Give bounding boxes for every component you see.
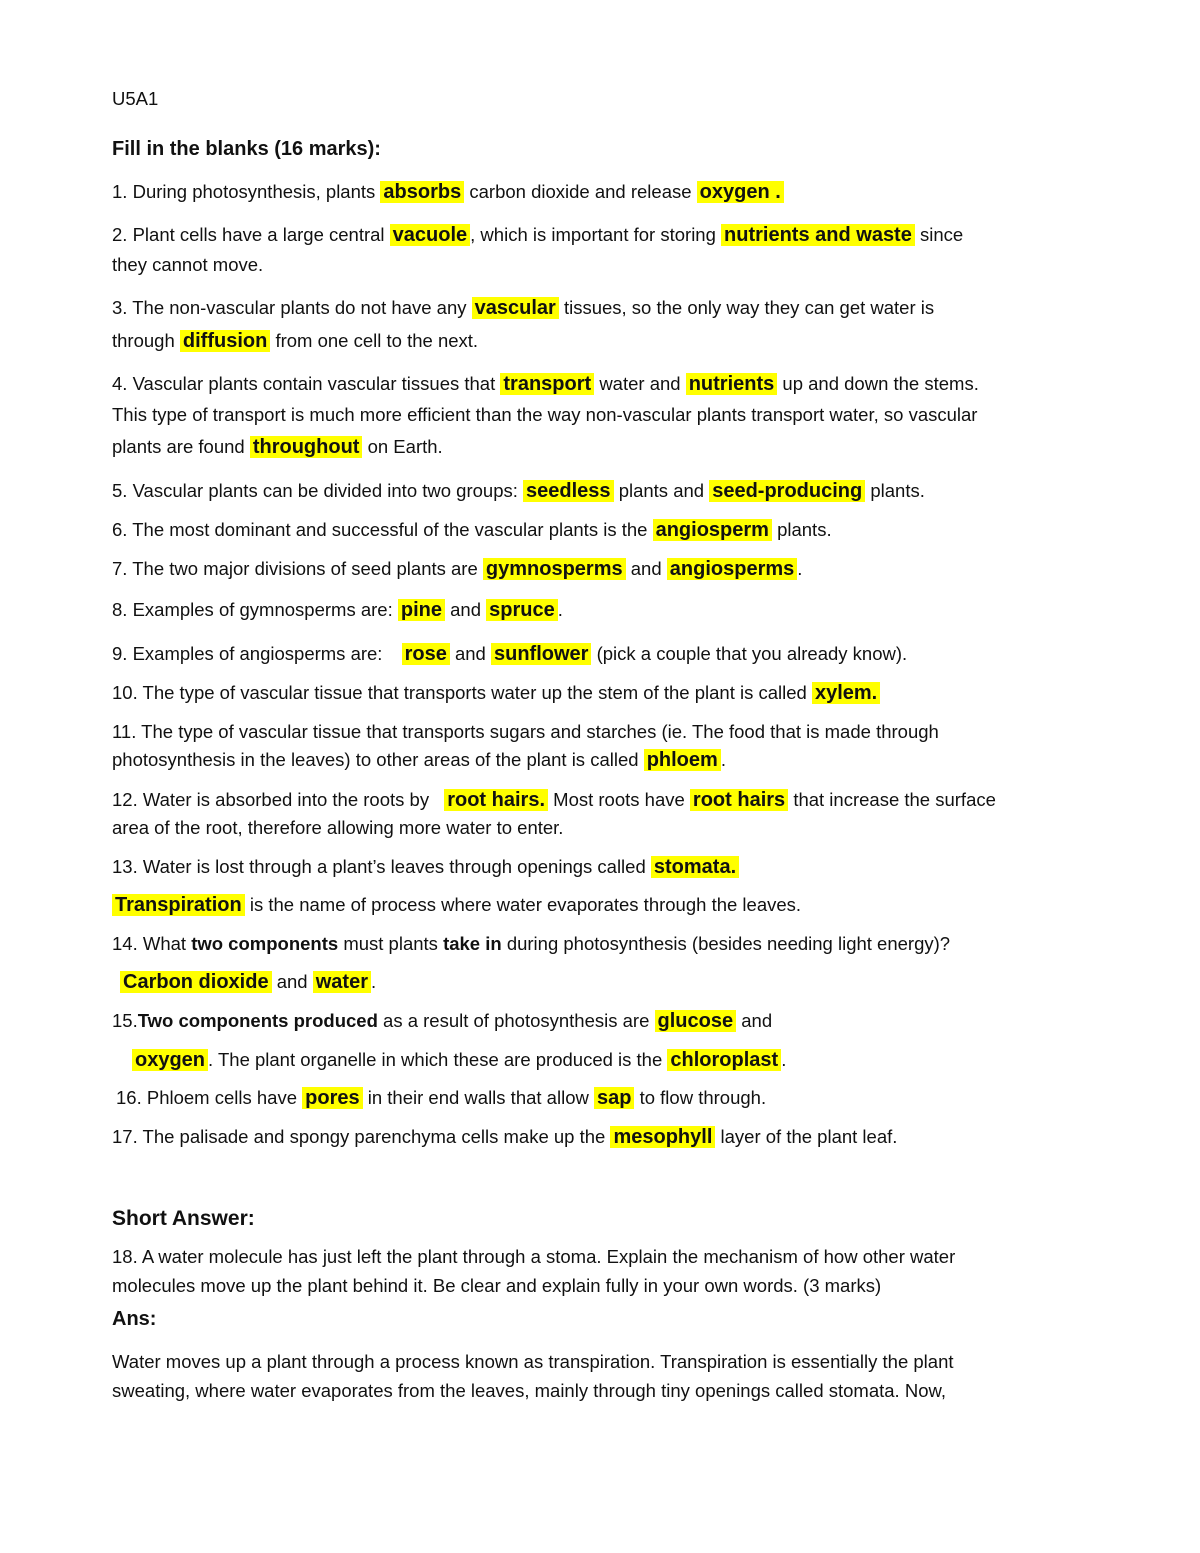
question-11-continued	[112, 747, 726, 773]
q13-answer-2: Transpiration	[112, 894, 245, 916]
question-10	[112, 680, 880, 706]
q8-text-a: Examples of gymnosperms are:	[132, 599, 393, 620]
q16-answer-2: sap	[594, 1087, 634, 1109]
question-17	[112, 1124, 897, 1150]
answer-line-2: sweating, where water evaporates from the leaves, mainly through tiny openings called stomata. Now,	[112, 1380, 946, 1401]
q9-number: 9.	[112, 643, 128, 664]
q5-text-c: plants.	[870, 480, 925, 501]
section-title-short-answer: Short Answer:	[112, 1207, 255, 1230]
q14-text-e: .	[370, 971, 377, 992]
q17-text-b: layer of the plant leaf.	[720, 1126, 898, 1147]
q2-text-c: since	[919, 224, 964, 245]
question-1	[112, 179, 784, 205]
q1-number: 1.	[112, 181, 128, 202]
q12-text-c: that increase the surface	[793, 789, 996, 810]
q5-text-a: Vascular plants can be divided into two groups:	[132, 480, 518, 501]
question-3	[112, 295, 934, 321]
question-6	[112, 517, 832, 543]
q3-text-b: tissues, so the only way they can get water is	[563, 297, 935, 318]
q15-answer-1: glucose	[655, 1010, 737, 1032]
q5-number: 5.	[112, 480, 128, 501]
q4-answer-3: throughout	[250, 436, 363, 458]
question-13-continued	[112, 892, 801, 918]
q8-text-c: .	[557, 599, 563, 620]
question-14	[112, 931, 950, 957]
q1-answer-1: absorbs	[380, 181, 464, 203]
q5-answer-2: seed-producing	[709, 480, 865, 502]
question-3-continued	[112, 328, 478, 354]
q15-answer-2: oxygen	[132, 1049, 208, 1071]
question-18-continued: molecules move up the plant behind it. Be clear and explain fully in your own words. (3 marks)	[112, 1275, 882, 1296]
q4-text-e: plants are found	[112, 436, 245, 457]
q16-number: 16.	[116, 1087, 142, 1108]
q16-text-b: in their end walls that allow	[367, 1087, 589, 1108]
question-14-continued	[120, 969, 376, 995]
q18-number: 18.	[112, 1246, 138, 1267]
q14-bold-1: two components	[191, 933, 339, 954]
q6-answer-1: angiosperm	[653, 519, 772, 541]
question-4	[112, 371, 979, 397]
question-2-continued: they cannot move.	[112, 254, 264, 275]
q4-text-c: up and down the stems.	[782, 373, 979, 394]
question-7	[112, 556, 802, 582]
q13-answer-1: stomata.	[651, 856, 739, 878]
q9-text-a: Examples of angiosperms are:	[132, 643, 383, 664]
q11-text-c: .	[720, 749, 726, 770]
q12-answer-2: root hairs	[690, 789, 788, 811]
question-15-continued	[132, 1047, 786, 1073]
answer-line-1: Water moves up a plant through a process known as transpiration. Transpiration is essentially the plant	[112, 1351, 954, 1372]
q1-text-a: During photosynthesis, plants	[132, 181, 376, 202]
q4-answer-2: nutrients	[686, 373, 778, 395]
q4-text-f: on Earth.	[367, 436, 443, 457]
q16-answer-1: pores	[302, 1087, 362, 1109]
q12-answer-1: root hairs.	[444, 789, 548, 811]
q15-text-d: .	[781, 1049, 787, 1070]
q3-number: 3.	[112, 297, 128, 318]
q6-text-a: The most dominant and successful of the vascular plants is the	[132, 519, 648, 540]
q3-text-c: through	[112, 330, 175, 351]
q11-answer-1: phloem	[644, 749, 721, 771]
q16-text-a: Phloem cells have	[146, 1087, 297, 1108]
q4-text-a: Vascular plants contain vascular tissues that	[132, 373, 496, 394]
q14-text-a: What	[142, 933, 187, 954]
question-16	[116, 1085, 766, 1111]
question-13	[112, 854, 739, 880]
q6-number: 6.	[112, 519, 128, 540]
q9-text-b: and	[454, 643, 486, 664]
answer-label: Ans:	[112, 1308, 157, 1330]
q6-text-b: plants.	[777, 519, 832, 540]
q10-number: 10.	[112, 682, 138, 703]
q14-answer-2: water	[313, 971, 371, 993]
q2-answer-1: vacuole	[390, 224, 470, 246]
question-11	[112, 719, 939, 745]
q13-text-a: Water is lost through a plant’s leaves through openings called	[142, 856, 646, 877]
q4-number: 4.	[112, 373, 128, 394]
question-18	[112, 1244, 955, 1270]
q7-number: 7.	[112, 558, 128, 579]
q7-answer-2: angiosperms	[667, 558, 797, 580]
q15-number: 15.	[112, 1010, 138, 1031]
q2-answer-2: nutrients and waste	[721, 224, 915, 246]
q13-number: 13.	[112, 856, 138, 877]
q15-text-b: and	[741, 1010, 773, 1031]
q1-text-b: carbon dioxide and release	[469, 181, 692, 202]
q15-text-a: as a result of photosynthesis are	[383, 1010, 650, 1031]
q4-answer-1: transport	[500, 373, 594, 395]
question-8	[112, 597, 563, 623]
q8-number: 8.	[112, 599, 128, 620]
q11-text-b: photosynthesis in the leaves) to other areas of the plant is called	[112, 749, 639, 770]
q7-text-c: .	[797, 558, 803, 579]
q14-number: 14.	[112, 933, 138, 954]
q10-text-a: The type of vascular tissue that transports water up the stem of the plant is called	[142, 682, 807, 703]
q12-text-b: Most roots have	[553, 789, 685, 810]
q7-answer-1: gymnosperms	[483, 558, 626, 580]
q8-text-b: and	[450, 599, 481, 620]
q5-answer-1: seedless	[523, 480, 614, 502]
q8-answer-1: pine	[398, 599, 445, 621]
q2-number: 2.	[112, 224, 128, 245]
q14-bold-2: take in	[443, 933, 502, 954]
question-2	[112, 222, 963, 248]
q4-text-b: water and	[599, 373, 681, 394]
q11-number: 11.	[112, 721, 137, 742]
q9-answer-2: sunflower	[491, 643, 591, 665]
q9-answer-1: rose	[402, 643, 450, 665]
q9-text-c: (pick a couple that you already know).	[596, 643, 908, 664]
q2-text-b: , which is important for storing	[470, 224, 716, 245]
q10-answer-1: xylem.	[812, 682, 880, 704]
q12-number: 12.	[112, 789, 138, 810]
question-4-line-2: This type of transport is much more efficient than the way non-vascular plants transport water, so vascular	[112, 404, 978, 425]
q17-text-a: The palisade and spongy parenchyma cells make up the	[142, 1126, 606, 1147]
question-4-line-3	[112, 434, 443, 460]
q15-text-c: . The plant organelle in which these are produced is the	[208, 1049, 663, 1070]
q8-answer-2: spruce	[486, 599, 558, 621]
q18-text-a: A water molecule has just left the plant through a stoma. Explain the mechanism of how other water	[141, 1246, 956, 1267]
q11-text-a: The type of vascular tissue that transports sugars and starches (ie. The food that is made through	[141, 721, 939, 742]
q12-text-a: Water is absorbed into the roots by	[142, 789, 430, 810]
q15-answer-3: chloroplast	[667, 1049, 781, 1071]
q16-text-c: to flow through.	[639, 1087, 767, 1108]
q17-number: 17.	[112, 1126, 138, 1147]
q7-text-a: The two major divisions of seed plants are	[132, 558, 478, 579]
section-title-fill-blanks: Fill in the blanks (16 marks):	[112, 138, 381, 160]
q14-text-d: and	[276, 971, 308, 992]
q15-bold-1: Two components produced	[137, 1010, 378, 1031]
q7-text-b: and	[630, 558, 662, 579]
q3-text-a: The non-vascular plants do not have any	[132, 297, 467, 318]
question-15	[112, 1008, 772, 1034]
q3-text-d: from one cell to the next.	[275, 330, 479, 351]
question-5	[112, 478, 925, 504]
q3-answer-1: vascular	[472, 297, 559, 319]
q14-text-b: must plants	[343, 933, 438, 954]
q1-answer-2: oxygen .	[697, 181, 784, 203]
q5-text-b: plants and	[618, 480, 705, 501]
question-12	[112, 787, 996, 813]
q14-answer-1: Carbon dioxide	[120, 971, 272, 993]
question-9	[112, 641, 907, 667]
q17-answer-1: mesophyll	[610, 1126, 715, 1148]
q3-answer-2: diffusion	[180, 330, 270, 352]
document-code: U5A1	[112, 88, 159, 109]
question-12-continued: area of the root, therefore allowing more water to enter.	[112, 817, 564, 838]
q2-text-a: Plant cells have a large central	[132, 224, 385, 245]
q13-text-b: is the name of process where water evaporates through the leaves.	[249, 894, 802, 915]
q14-text-c: during photosynthesis (besides needing light energy)?	[506, 933, 951, 954]
